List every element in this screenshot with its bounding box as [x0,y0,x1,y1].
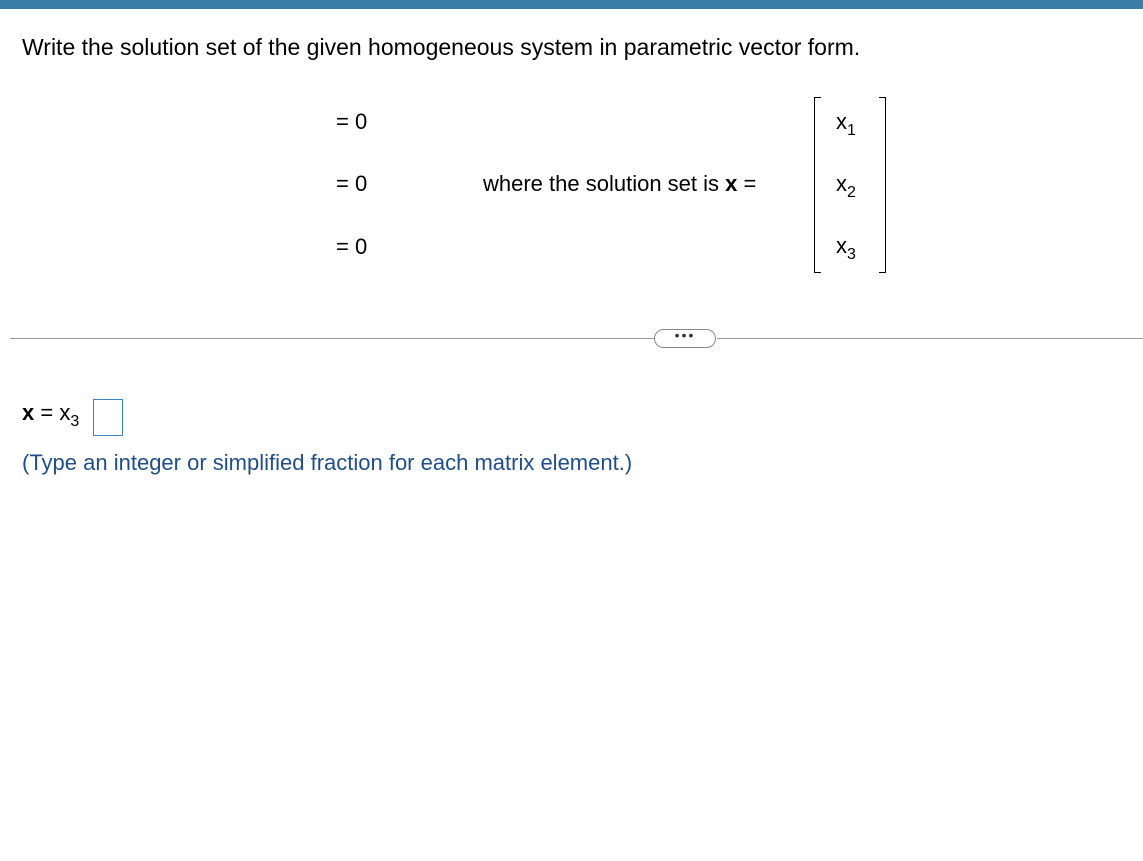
matrix-cell: $x_3$ [836,233,856,263]
section-divider [717,338,1143,339]
answer-vector-input[interactable] [93,399,123,436]
equation-rhs: = 0 [336,171,368,196]
equation-rhs: = 0 [336,234,368,259]
matrix-cell: $x_1$ [836,109,856,139]
question-text: Write the solution set of the given homogeneous system in parametric vector form. [22,34,861,60]
matrix-cell: $x_2$ [836,171,856,201]
right-bracket [879,97,886,273]
top-bar [0,0,1143,9]
more-options-button[interactable]: ••• [654,329,716,348]
equation-rhs: = 0 [336,109,368,134]
section-divider [10,338,655,339]
answer-expression: $x = x_3$ [22,400,80,430]
left-bracket [814,97,821,273]
solution-set-label: where the solution set is x = [483,171,757,196]
answer-hint: (Type an integer or simplified fraction for each matrix element.) [22,450,633,475]
variable-vector [814,97,886,273]
